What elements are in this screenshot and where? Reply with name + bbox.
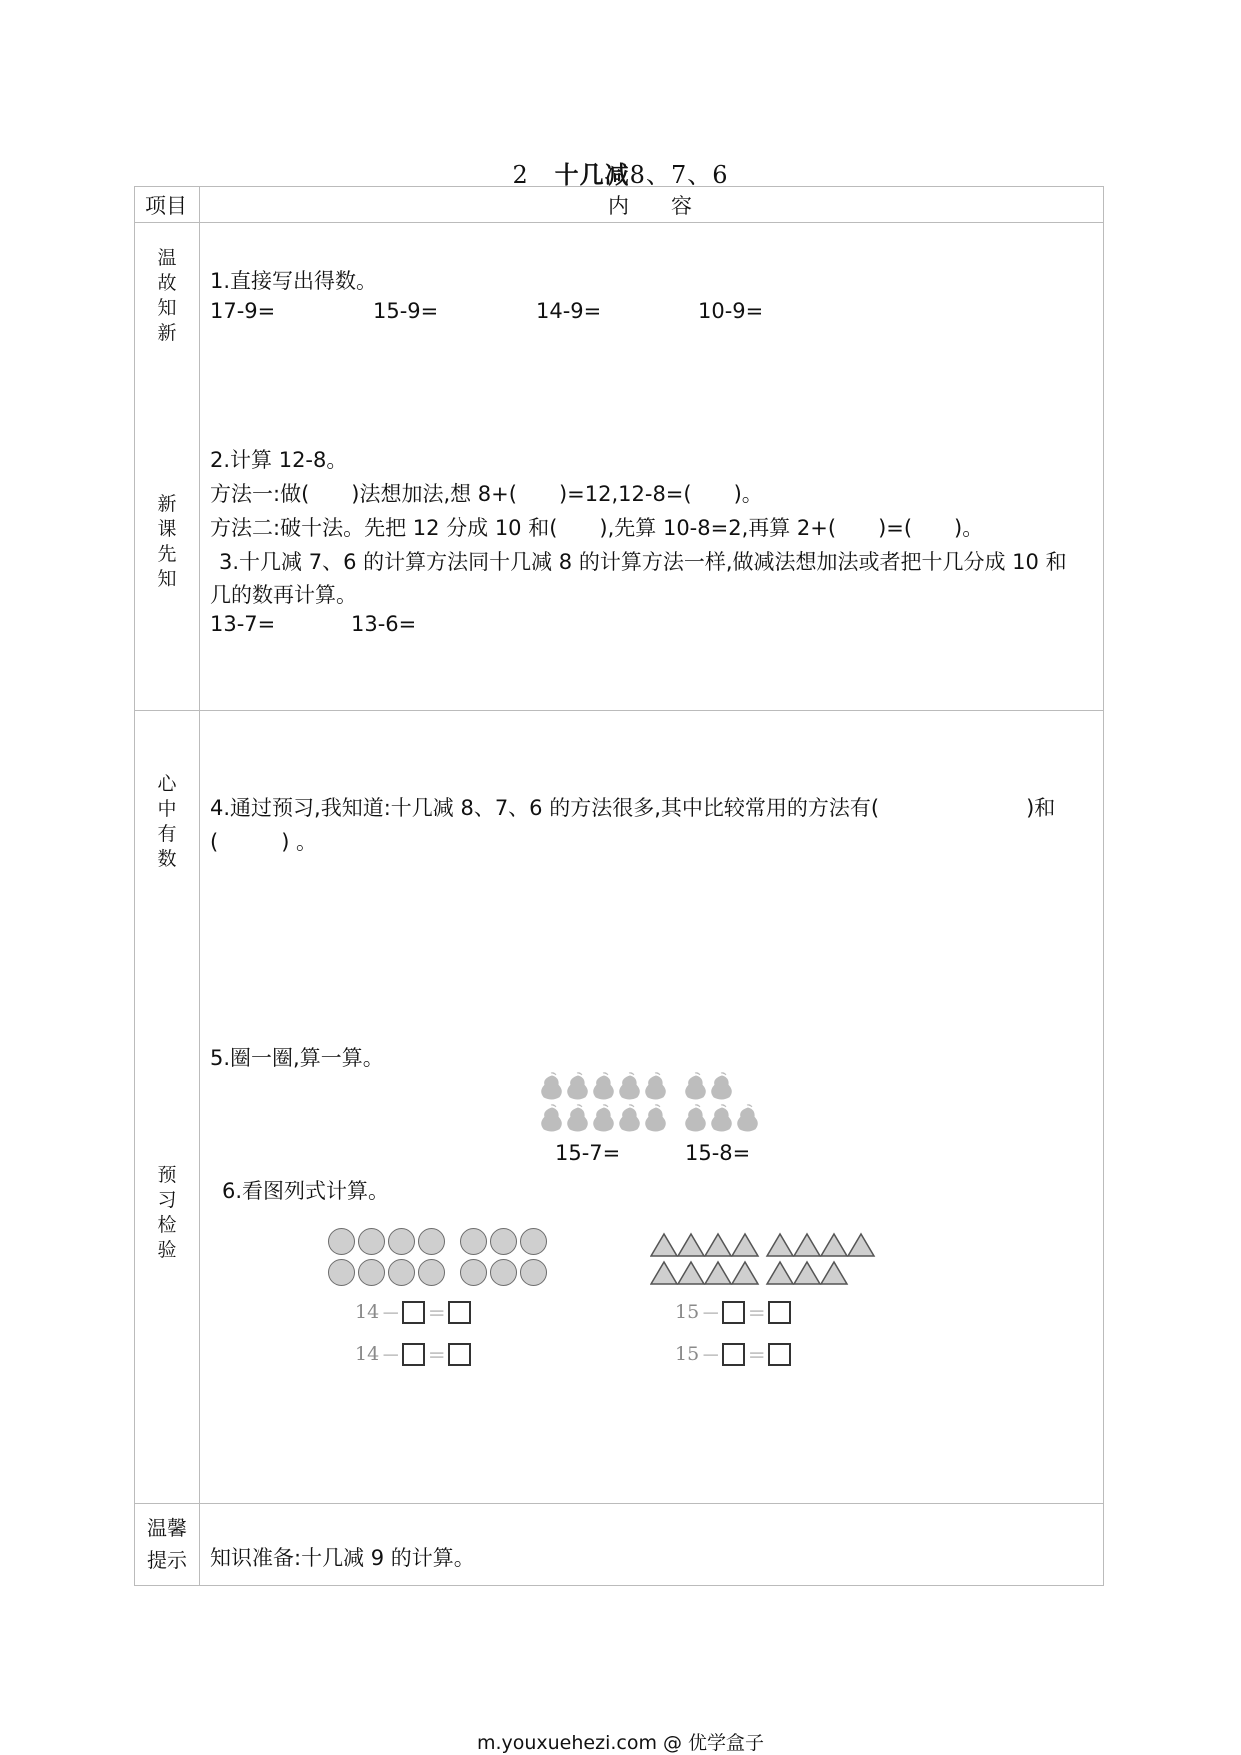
q6-left-eq-2 xyxy=(355,1340,471,1368)
q5-expr-2: 15-8= xyxy=(685,1141,751,1165)
pear-icon xyxy=(686,1073,706,1099)
q5-expr-1: 15-7= xyxy=(555,1141,621,1165)
q6-left-start-2: 14 xyxy=(355,1343,380,1365)
triangle-icon xyxy=(848,1234,874,1256)
worksheet-table xyxy=(134,186,1104,1586)
triangle-figure xyxy=(650,1232,895,1288)
q1-expr-2: 15-9= xyxy=(373,299,439,323)
q6-right-start-2: 15 xyxy=(675,1343,700,1365)
pear-icon xyxy=(542,1105,562,1131)
answer-box[interactable] xyxy=(722,1343,745,1366)
header-content: 内 容 xyxy=(608,194,692,218)
column-divider xyxy=(199,186,200,1586)
q3-line-2: 几的数再计算。 xyxy=(210,583,357,607)
pear-icon xyxy=(620,1105,640,1131)
title-rest: 8、7、6 xyxy=(629,161,729,189)
pear-icon xyxy=(594,1105,614,1131)
triangle-icon xyxy=(705,1262,731,1284)
label-review: 温 故 知 新 xyxy=(157,247,177,344)
q6-title: 6.看图列式计算。 xyxy=(222,1179,390,1203)
triangle-icon xyxy=(767,1234,793,1256)
label-check: 预 习 检 验 xyxy=(157,1164,177,1261)
minus-sign: － xyxy=(381,1302,401,1325)
equals-sign: ＝ xyxy=(427,1344,447,1367)
footer-watermark: m.youxuehezi.com @ 优学盒子 xyxy=(476,1732,765,1754)
answer-box[interactable] xyxy=(448,1301,471,1324)
q6-left-eq-1 xyxy=(355,1298,471,1326)
q4-line-1: 4.通过预习,我知道:十几减 8、7、6 的方法很多,其中比较常用的方法有( )和 xyxy=(210,796,1056,820)
header-item: 项目 xyxy=(145,194,187,218)
answer-box[interactable] xyxy=(402,1301,425,1324)
q6-right-eq-2 xyxy=(675,1340,791,1368)
triangle-icon xyxy=(767,1262,793,1284)
circle-icon xyxy=(358,1228,385,1255)
q6-left-start-1: 14 xyxy=(355,1301,380,1323)
equals-sign: ＝ xyxy=(747,1302,767,1325)
q2-title: 2.计算 12-8。 xyxy=(210,448,348,472)
page-title xyxy=(0,155,1241,190)
triangle-icon xyxy=(732,1262,758,1284)
triangle-icon xyxy=(794,1262,820,1284)
pear-icon xyxy=(712,1073,732,1099)
circle-icon xyxy=(328,1228,355,1255)
pear-icon xyxy=(646,1105,666,1131)
pear-icon xyxy=(712,1105,732,1131)
q1-expr-1: 17-9= xyxy=(210,299,276,323)
pear-figure xyxy=(540,1072,770,1134)
answer-box[interactable] xyxy=(402,1343,425,1366)
pear-icon xyxy=(568,1073,588,1099)
q4-line-2: ( ) 。 xyxy=(210,830,318,854)
q3-expr-1: 13-7= xyxy=(210,612,276,636)
label-new-lesson: 新 课 先 知 xyxy=(157,493,177,590)
triangle-icon xyxy=(651,1234,677,1256)
triangle-svg xyxy=(650,1232,895,1288)
minus-sign: － xyxy=(701,1302,721,1325)
pear-icon xyxy=(738,1105,758,1131)
pear-icon xyxy=(686,1105,706,1131)
pear-svg xyxy=(540,1072,770,1134)
circle-icon xyxy=(418,1228,445,1255)
equals-sign: ＝ xyxy=(747,1344,767,1367)
q6-right-start-1: 15 xyxy=(675,1301,700,1323)
q5-title: 5.圈一圈,算一算。 xyxy=(210,1046,384,1070)
title-number: 2 xyxy=(512,161,529,189)
minus-sign: － xyxy=(701,1344,721,1367)
answer-box[interactable] xyxy=(448,1343,471,1366)
circle-icon xyxy=(520,1259,547,1286)
triangle-icon xyxy=(651,1262,677,1284)
circle-icon xyxy=(388,1228,415,1255)
circle-icon xyxy=(388,1259,415,1286)
q1-expr-4: 10-9= xyxy=(698,299,764,323)
circle-icon xyxy=(520,1228,547,1255)
minus-sign: － xyxy=(381,1344,401,1367)
circle-icon xyxy=(358,1259,385,1286)
pear-icon xyxy=(646,1073,666,1099)
triangle-icon xyxy=(678,1234,704,1256)
triangle-icon xyxy=(794,1234,820,1256)
q2-method-2: 方法二:破十法。先把 12 分成 10 和( ),先算 10-8=2,再算 2+( )=( )。 xyxy=(210,516,984,540)
equals-sign: ＝ xyxy=(427,1302,447,1325)
pear-icon xyxy=(542,1073,562,1099)
q1-title: 1.直接写出得数。 xyxy=(210,269,378,293)
row-divider-2 xyxy=(134,1503,1104,1504)
circle-figure xyxy=(328,1228,548,1290)
answer-box[interactable] xyxy=(768,1301,791,1324)
header-divider xyxy=(134,222,1104,223)
circle-icon xyxy=(460,1259,487,1286)
title-bold: 十几减 xyxy=(554,161,630,189)
circle-icon xyxy=(418,1259,445,1286)
q1-expr-3: 14-9= xyxy=(536,299,602,323)
triangle-icon xyxy=(821,1234,847,1256)
answer-box[interactable] xyxy=(722,1301,745,1324)
pear-icon xyxy=(568,1105,588,1131)
q2-method-1: 方法一:做( )法想加法,想 8+( )=12,12-8=( )。 xyxy=(210,482,763,506)
triangle-icon xyxy=(732,1234,758,1256)
circle-icon xyxy=(328,1259,355,1286)
pear-icon xyxy=(594,1073,614,1099)
triangle-icon xyxy=(821,1262,847,1284)
triangle-icon xyxy=(678,1262,704,1284)
circle-icon xyxy=(460,1228,487,1255)
circle-icon xyxy=(490,1228,517,1255)
label-tip: 温馨 提示 xyxy=(147,1516,187,1572)
q6-right-eq-1 xyxy=(675,1298,791,1326)
q3-expr-2: 13-6= xyxy=(351,612,417,636)
q3-line-1: 3.十几减 7、6 的计算方法同十几减 8 的计算方法一样,做减法想加法或者把十几分成 10 和 xyxy=(219,550,1067,574)
pear-icon xyxy=(620,1073,640,1099)
row-divider-1 xyxy=(134,710,1104,711)
circle-icon xyxy=(490,1259,517,1286)
triangle-icon xyxy=(705,1234,731,1256)
answer-box[interactable] xyxy=(768,1343,791,1366)
tip-text: 知识准备:十几减 9 的计算。 xyxy=(210,1546,475,1570)
label-mind: 心 中 有 数 xyxy=(157,773,177,870)
